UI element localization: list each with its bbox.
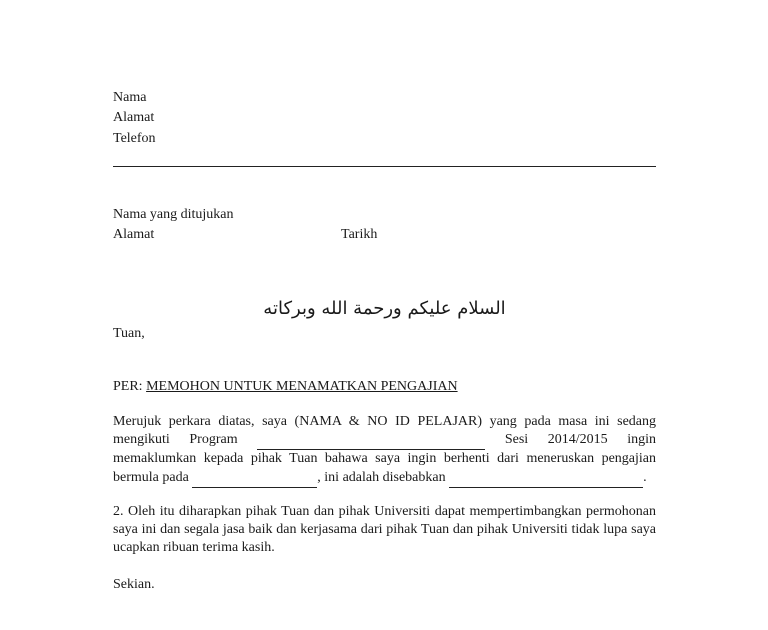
subject-title: MEMOHON UNTUK MENAMATKAN PENGAJIAN <box>146 379 458 394</box>
arabic-greeting: السلام عليكم ورحمة الله وبركاته <box>263 298 506 319</box>
closing: Sekian. <box>113 577 155 592</box>
letterhead-divider <box>113 166 656 167</box>
paragraph-2: 2. Oleh itu diharapkan pihak Tuan dan pihak Universiti dapat mempertimbangkan permohonan saya ini dan segala jasa baik dan kerjasama dari pihak Tuan dan pihak Universiti tidak lupa saya ucapkan ribuan terima kasih. <box>113 504 656 556</box>
start-date-blank[interactable] <box>192 469 317 488</box>
reason-blank[interactable] <box>449 469 643 488</box>
subject-prefix: PER: <box>113 379 143 394</box>
paragraph-1 <box>113 413 656 488</box>
program-blank[interactable] <box>257 431 485 450</box>
sender-address-label: Alamat <box>113 110 155 125</box>
recipient-address-label: Alamat <box>113 227 155 242</box>
para1-text-4: . <box>643 469 647 485</box>
recipient-name-label: Nama yang ditujukan <box>113 207 234 222</box>
subject-line <box>113 378 458 396</box>
sender-name-label: Nama <box>113 90 147 105</box>
sender-phone-label: Telefon <box>113 131 156 146</box>
para1-text-1: Merujuk perkara diatas, saya (NAMA & NO ID PELAJAR) yang pada masa ini sedang mengikuti Program <box>113 414 656 448</box>
para1-text-3: , ini adalah disebabkan <box>317 469 446 485</box>
date-label: Tarikh <box>341 227 378 242</box>
salutation: Tuan, <box>113 326 145 341</box>
para1-text-2: Sesi 2014/2015 ingin memaklumkan kepada pihak Tuan bahawa saya ingin berhenti dari meneruskan pengajian bermula pada <box>113 432 657 485</box>
